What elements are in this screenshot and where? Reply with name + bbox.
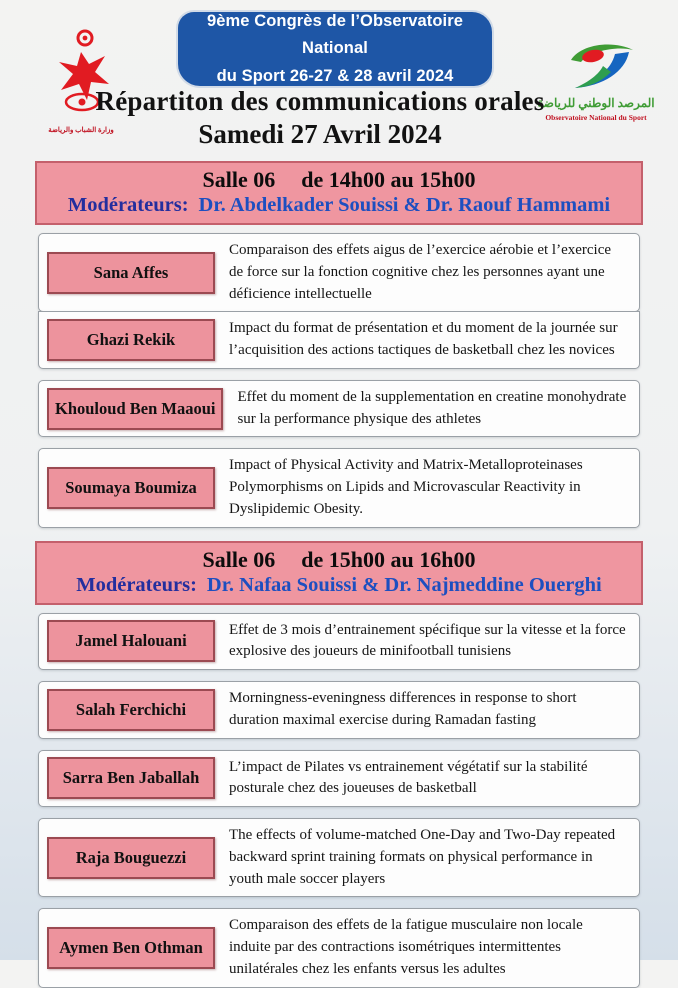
- moderators-label: Modérateurs:: [67, 194, 189, 216]
- talk-title: [229, 240, 629, 305]
- congress-banner-line2: du Sport 26-27 & 28 avril 2024: [216, 66, 454, 85]
- speaker-name-tag: [47, 689, 215, 731]
- session-block: [35, 161, 643, 528]
- talk-title: [229, 688, 629, 732]
- speaker-name-tag: [47, 467, 215, 509]
- talk-row: [38, 448, 640, 527]
- page-subtitle: Samedi 27 Avril 2024: [198, 119, 442, 149]
- speaker-name: Raja Bouguezzi: [75, 847, 187, 867]
- speaker-name: Ghazi Rekik: [86, 330, 176, 349]
- speaker-name-tag: [47, 757, 215, 799]
- talk-title-text: Impact of Physical Activity and Matrix-Metalloproteinases Polymorphisms on Lipids and Microvascular Reactivity in Dyslipidemic Obesity.: [229, 457, 583, 517]
- session-header: [35, 161, 643, 225]
- ministry-arabic-label: وزارة الشباب والرياضة: [48, 126, 114, 134]
- talk-row: [38, 908, 640, 987]
- talk-title-text: Comparaison des effets aigus de l’exercice aérobie et l’exercice de force sur la fonction cognitive chez les personnes ayant une déficience intellectuelle: [229, 242, 612, 302]
- talk-row: [38, 681, 640, 739]
- time-label: de 14h00 au 15h00: [301, 167, 476, 192]
- talk-title-text: Effet de 3 mois d’entrainement spécifique sur la vitesse et la force explosive des joueurs de minifootball tunisiens: [229, 621, 626, 660]
- room-label: Salle 06: [202, 167, 276, 192]
- speaker-name: Soumaya Boumiza: [65, 477, 197, 497]
- talk-title: [229, 455, 629, 520]
- talk-row: [38, 613, 640, 671]
- talks-list: [35, 233, 643, 528]
- session-block: [35, 541, 643, 988]
- speaker-name: Sana Affes: [93, 262, 169, 282]
- talk-row: [38, 818, 640, 897]
- time-label: de 15h00 au 16h00: [301, 546, 476, 572]
- observatory-latin-label: Observatoire National du Sport: [545, 113, 647, 123]
- moderators-names: Dr. Abdelkader Souissi & Dr. Raouf Hammami: [198, 194, 611, 216]
- talk-title-text: Comparaison des effets de la fatigue musculaire non locale induite par des contractions isométriques intermittentes unilatérales chez les enfants versus les adultes: [229, 917, 583, 977]
- congress-banner: [178, 12, 492, 86]
- talks-list: [35, 613, 643, 988]
- talk-title: [229, 825, 629, 890]
- speaker-name-tag: [47, 252, 215, 294]
- talk-title-text: L’impact de Pilates vs entrainement végétatif sur la stabilité posturale chez des joueuses de basketball: [229, 758, 588, 797]
- poster-header: [0, 0, 678, 155]
- session-room-time: [43, 547, 635, 573]
- talk-title: [237, 387, 629, 431]
- sessions-list: [0, 155, 678, 988]
- talk-row: [38, 233, 640, 312]
- observatory-arabic-label: المرصد الوطني للرياضة: [537, 96, 655, 110]
- speaker-name: Aymen Ben Othman: [59, 937, 203, 957]
- talk-title: [229, 620, 629, 664]
- speaker-name-tag: [47, 319, 215, 361]
- talk-title: [229, 757, 629, 801]
- session-header: [35, 541, 643, 605]
- speaker-name-tag: [47, 927, 215, 969]
- speaker-name: Salah Ferchichi: [75, 699, 187, 719]
- speaker-name: Jamel Halouani: [75, 631, 187, 651]
- room-label: Salle 06: [202, 546, 276, 572]
- speaker-name-tag: [47, 620, 215, 662]
- speaker-name: Sarra Ben Jaballah: [62, 768, 200, 788]
- talk-title: [229, 915, 629, 980]
- speaker-name-tag: [47, 388, 223, 430]
- talk-title-text: The effects of volume-matched One-Day and Two-Day repeated backward sprint training formats on physical performance in youth male soccer players: [229, 827, 616, 887]
- talk-title-text: Effet du moment de la supplementation en creatine monohydrate sur la performance physique des athletes: [237, 388, 627, 427]
- page-title: Répartiton des communications orales: [95, 86, 545, 116]
- speaker-name: Khouloud Ben Maaoui: [55, 398, 216, 418]
- talk-title-text: Impact du format de présentation et du moment de la journée sur l’acquisition des actions tactiques de basketball chez les novices: [229, 320, 618, 358]
- talk-row: [38, 380, 640, 438]
- session-moderators: [43, 194, 635, 217]
- speaker-name-tag: [47, 837, 215, 879]
- talk-title: [229, 318, 629, 362]
- observatory-swoosh-icon: [541, 38, 651, 92]
- talk-row: [38, 750, 640, 808]
- session-moderators: [43, 574, 635, 597]
- congress-banner-line1: 9ème Congrès de l’Observatoire National: [206, 12, 464, 58]
- session-room-time: [43, 167, 635, 193]
- moderators-label: Modérateurs:: [76, 573, 197, 596]
- talk-row: [38, 311, 640, 369]
- talk-title-text: Morningness-eveningness differences in response to short duration maximal exercise during Ramadan fasting: [229, 690, 577, 728]
- moderators-names: Dr. Nafaa Souissi & Dr. Najmeddine Ouerghi: [206, 573, 602, 596]
